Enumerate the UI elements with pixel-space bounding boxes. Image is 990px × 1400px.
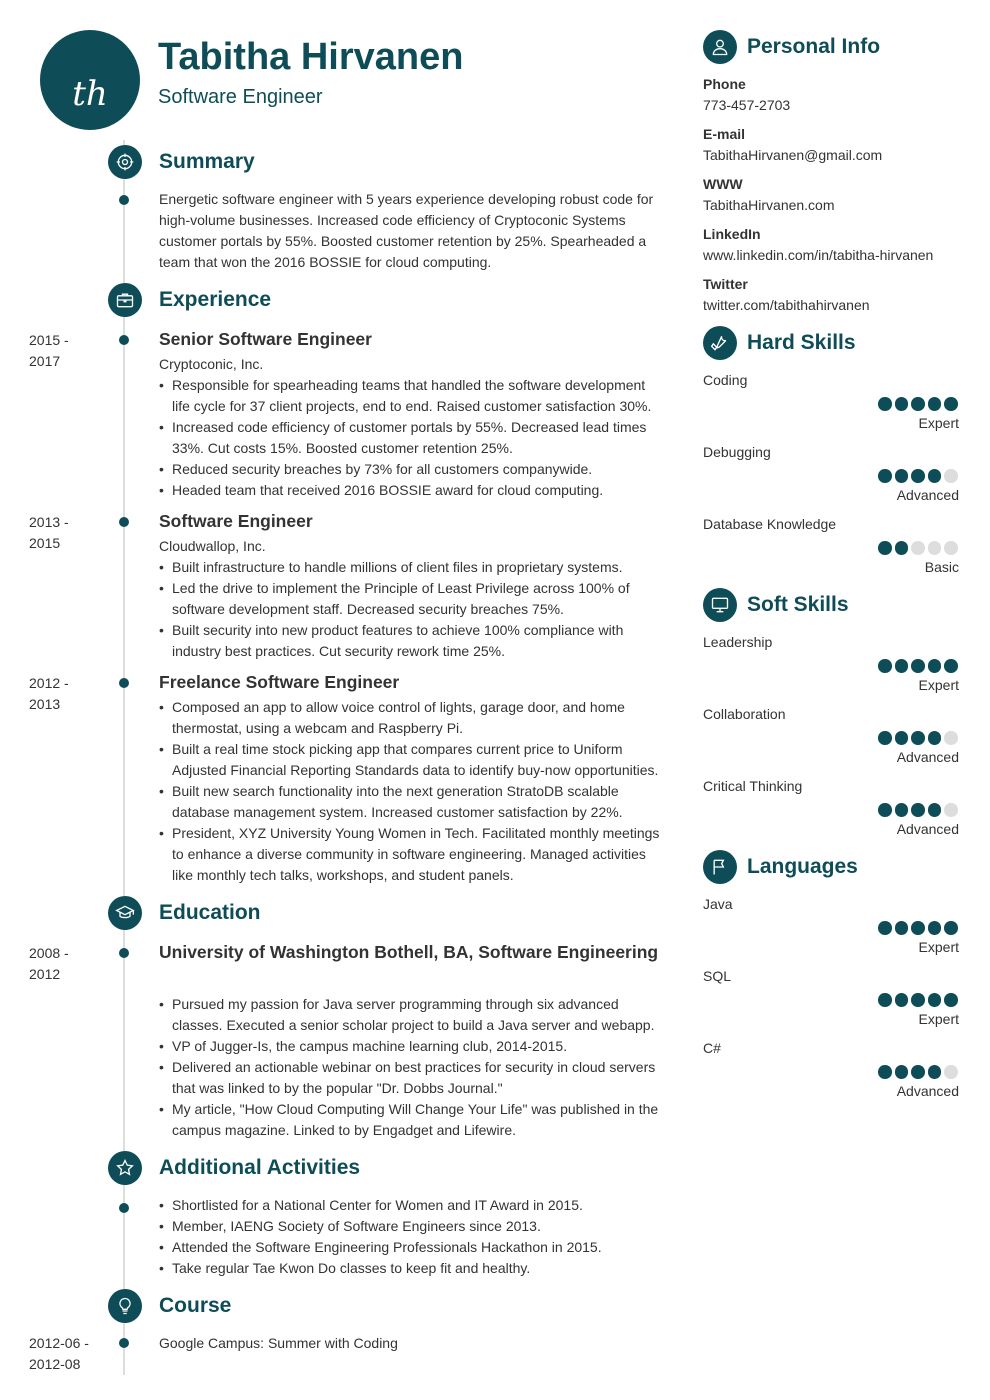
job-dates: 2015 - 2017 bbox=[29, 332, 69, 369]
timeline-dot bbox=[119, 948, 129, 958]
briefcase-icon bbox=[108, 283, 142, 317]
job-bullets bbox=[159, 557, 664, 662]
timeline-dot bbox=[119, 1203, 129, 1213]
skill-rating bbox=[878, 803, 960, 817]
flag-icon bbox=[703, 850, 737, 884]
info-value-phone: 773-457-2703 bbox=[703, 97, 791, 113]
rating-dot-filled bbox=[895, 993, 909, 1007]
list-item: • Composed an app to allow voice control of lights, garage door, and home thermostat, using a webcam and Raspberry Pi. bbox=[159, 697, 664, 739]
rating-dot-filled bbox=[911, 921, 925, 935]
rating-dot-filled bbox=[928, 731, 942, 745]
skill-level: Advanced bbox=[896, 487, 959, 503]
rating-dot-filled bbox=[895, 659, 909, 673]
skill-name: Debugging bbox=[703, 444, 771, 460]
rating-dot-filled bbox=[895, 397, 909, 411]
info-label-linkedin: LinkedIn bbox=[703, 226, 761, 242]
info-label-twitter: Twitter bbox=[703, 276, 748, 292]
rating-dot-filled bbox=[928, 993, 942, 1007]
rating-dot-filled bbox=[895, 469, 909, 483]
course-name: Google Campus: Summer with Coding bbox=[159, 1335, 398, 1351]
rating-dot-filled bbox=[911, 469, 925, 483]
list-item: • Built infrastructure to handle millions of client files in proprietary systems. bbox=[159, 557, 664, 578]
monitor-icon bbox=[703, 588, 737, 622]
rating-dot-filled bbox=[944, 993, 958, 1007]
list-item: • Built new search functionality into the next generation StratoDB scalable database management system. Increased customer satisfaction by 22%. bbox=[159, 781, 664, 823]
activities-bullets bbox=[159, 1195, 664, 1279]
info-value-email: TabithaHirvanen@gmail.com bbox=[703, 147, 883, 163]
info-label-www: WWW bbox=[703, 176, 743, 192]
rating-dot-empty bbox=[944, 803, 958, 817]
list-item: • Led the drive to implement the Principle of Least Privilege across 100% of software development staff. Decreased security breaches 75%. bbox=[159, 578, 664, 620]
rating-dot-filled bbox=[928, 803, 942, 817]
rating-dot-filled bbox=[878, 397, 892, 411]
skill-name: Database Knowledge bbox=[703, 516, 837, 532]
language-rating bbox=[878, 921, 960, 935]
job-bullets bbox=[159, 697, 664, 886]
section-title-summary: Summary bbox=[159, 150, 255, 173]
list-item: • Member, IAENG Society of Software Engineers since 2013. bbox=[159, 1216, 664, 1237]
rating-dot-empty bbox=[944, 1065, 958, 1079]
info-label-phone: Phone bbox=[703, 76, 746, 92]
rating-dot-filled bbox=[928, 1065, 942, 1079]
section-title-course: Course bbox=[159, 1294, 232, 1317]
list-item: • Reduced security breaches by 73% for all customers companywide. bbox=[159, 459, 664, 480]
summary-text: Energetic software engineer with 5 years experience developing robust code for high-volume businesses. Increased code efficiency of Cryptoconic Systems customer portals by 55%. Boosted customer retention by 25%. Spearheaded a team that won the 2016 BOSSIE for cloud computing. bbox=[159, 191, 654, 270]
skill-name: Coding bbox=[703, 372, 748, 388]
section-title-education: Education bbox=[159, 901, 261, 924]
list-item: • My article, "How Cloud Computing Will Change Your Life" was published in the campus magazine. Linked to by Engadget and Lifewire. bbox=[159, 1099, 664, 1141]
skill-level: Expert bbox=[918, 677, 959, 693]
section-title-personal-info: Personal Info bbox=[747, 35, 881, 58]
skill-rating bbox=[878, 541, 960, 555]
skill-name: Critical Thinking bbox=[703, 778, 803, 794]
job-title: Senior Software Engineer bbox=[159, 329, 372, 349]
list-item: • Built security into new product features to achieve 100% compliance with industry best practices. Cut security rework time 25%. bbox=[159, 620, 664, 662]
education-degree: University of Washington Bothell, BA, Software Engineering bbox=[159, 942, 659, 962]
skill-rating bbox=[878, 731, 960, 745]
rating-dot-filled bbox=[911, 659, 925, 673]
section-title-activities: Additional Activities bbox=[159, 1156, 361, 1179]
rating-dot-filled bbox=[928, 659, 942, 673]
rating-dot-filled bbox=[895, 921, 909, 935]
job-dates: 2013 - 2015 bbox=[29, 514, 69, 551]
rating-dot-filled bbox=[911, 993, 925, 1007]
monogram-avatar: th bbox=[40, 30, 140, 130]
list-item: • VP of Jugger-Is, the campus machine learning club, 2014-2015. bbox=[159, 1036, 664, 1057]
list-item: • Pursued my passion for Java server programming through six advanced classes. Executed a senior scholar project to build a Java server and webapp. bbox=[159, 994, 664, 1036]
education-bullets bbox=[159, 994, 664, 1141]
course-dates: 2012-06 - 2012-08 bbox=[29, 1335, 89, 1372]
rating-dot-empty bbox=[944, 731, 958, 745]
rating-dot-filled bbox=[895, 541, 909, 555]
timeline-line bbox=[123, 140, 125, 1375]
job-title: Freelance Software Engineer bbox=[159, 672, 400, 692]
rating-dot-filled bbox=[911, 397, 925, 411]
list-item: • Responsible for spearheading teams that handled the software development life cycle for 37 client projects, end to end. Raised customer satisfaction 30%. bbox=[159, 375, 664, 417]
rating-dot-filled bbox=[878, 659, 892, 673]
list-item: • President, XYZ University Young Women in Tech. Facilitated monthly meetings to enhance a diverse community in software engineering. Managed activities like monthly tech talks, workshops, and student panels. bbox=[159, 823, 664, 886]
section-title-experience: Experience bbox=[159, 288, 272, 311]
skill-level: Advanced bbox=[896, 749, 959, 765]
education-dates: 2008 - 2012 bbox=[29, 945, 69, 982]
timeline-dot bbox=[119, 195, 129, 205]
rating-dot-filled bbox=[944, 659, 958, 673]
section-title-hard-skills: Hard Skills bbox=[747, 331, 856, 354]
star-icon bbox=[108, 1151, 142, 1185]
list-item: • Built a real time stock picking app that compares current price to Uniform Adjusted Financial Reporting Standards data to identify buy-now opportunities. bbox=[159, 739, 664, 781]
rating-dot-filled bbox=[878, 993, 892, 1007]
rating-dot-filled bbox=[944, 921, 958, 935]
rating-dot-filled bbox=[895, 731, 909, 745]
skill-rating bbox=[878, 397, 960, 411]
job-bullets bbox=[159, 375, 664, 501]
language-name: SQL bbox=[703, 968, 732, 984]
candidate-title: Software Engineer bbox=[158, 86, 323, 108]
language-level: Advanced bbox=[896, 1083, 959, 1099]
rating-dot-filled bbox=[911, 1065, 925, 1079]
list-item: • Increased code efficiency of customer portals by 55%. Decreased lead times 33%. Cut costs 15%. Boosted customer retention 25%. bbox=[159, 417, 664, 459]
list-item: • Take regular Tae Kwon Do classes to keep fit and healthy. bbox=[159, 1258, 664, 1279]
hand-wrench-icon bbox=[703, 326, 737, 360]
list-item: • Attended the Software Engineering Professionals Hackathon in 2015. bbox=[159, 1237, 664, 1258]
job-title: Software Engineer bbox=[159, 511, 313, 531]
info-label-email: E-mail bbox=[703, 126, 746, 142]
rating-dot-filled bbox=[944, 397, 958, 411]
lightbulb-icon bbox=[108, 1289, 142, 1323]
rating-dot-filled bbox=[878, 731, 892, 745]
language-level: Expert bbox=[918, 939, 959, 955]
list-item: • Shortlisted for a National Center for Women and IT Award in 2015. bbox=[159, 1195, 664, 1216]
person-icon bbox=[703, 30, 737, 64]
rating-dot-filled bbox=[878, 541, 892, 555]
rating-dot-filled bbox=[878, 803, 892, 817]
language-name: Java bbox=[703, 896, 733, 912]
language-name: C# bbox=[703, 1040, 721, 1056]
skill-name: Collaboration bbox=[703, 706, 786, 722]
skill-level: Basic bbox=[924, 559, 959, 575]
skill-name: Leadership bbox=[703, 634, 773, 650]
graduation-cap-icon bbox=[108, 896, 142, 930]
rating-dot-empty bbox=[944, 541, 958, 555]
rating-dot-filled bbox=[878, 1065, 892, 1079]
candidate-name: Tabitha Hirvanen bbox=[158, 36, 464, 78]
skill-level: Expert bbox=[918, 415, 959, 431]
rating-dot-empty bbox=[944, 469, 958, 483]
job-company: Cryptoconic, Inc. bbox=[159, 356, 264, 372]
skill-rating bbox=[878, 659, 960, 673]
info-value-www: TabithaHirvanen.com bbox=[703, 197, 835, 213]
language-level: Expert bbox=[918, 1011, 959, 1027]
skill-rating bbox=[878, 469, 960, 483]
rating-dot-filled bbox=[928, 469, 942, 483]
rating-dot-empty bbox=[911, 541, 925, 555]
rating-dot-filled bbox=[928, 397, 942, 411]
info-value-twitter: twitter.com/tabithahirvanen bbox=[703, 297, 870, 313]
rating-dot-empty bbox=[928, 541, 942, 555]
timeline-dot bbox=[119, 1338, 129, 1348]
rating-dot-filled bbox=[895, 1065, 909, 1079]
list-item: • Headed team that received 2016 BOSSIE award for cloud computing. bbox=[159, 480, 664, 501]
language-rating bbox=[878, 1065, 960, 1079]
rating-dot-filled bbox=[911, 731, 925, 745]
timeline-dot bbox=[119, 678, 129, 688]
info-value-linkedin: www.linkedin.com/in/tabitha-hirvanen bbox=[703, 247, 934, 263]
summary-icon bbox=[108, 145, 142, 179]
section-title-soft-skills: Soft Skills bbox=[747, 593, 849, 616]
rating-dot-filled bbox=[928, 921, 942, 935]
section-title-languages: Languages bbox=[747, 855, 858, 878]
timeline-dot bbox=[119, 517, 129, 527]
rating-dot-filled bbox=[878, 469, 892, 483]
skill-level: Advanced bbox=[896, 821, 959, 837]
list-item: • Delivered an actionable webinar on best practices for security in cloud servers that was linked to by the popular "Dr. Dobbs Journal." bbox=[159, 1057, 664, 1099]
rating-dot-filled bbox=[878, 921, 892, 935]
job-company: Cloudwallop, Inc. bbox=[159, 538, 266, 554]
job-dates: 2012 - 2013 bbox=[29, 675, 69, 712]
timeline-dot bbox=[119, 335, 129, 345]
rating-dot-filled bbox=[911, 803, 925, 817]
rating-dot-filled bbox=[895, 803, 909, 817]
language-rating bbox=[878, 993, 960, 1007]
